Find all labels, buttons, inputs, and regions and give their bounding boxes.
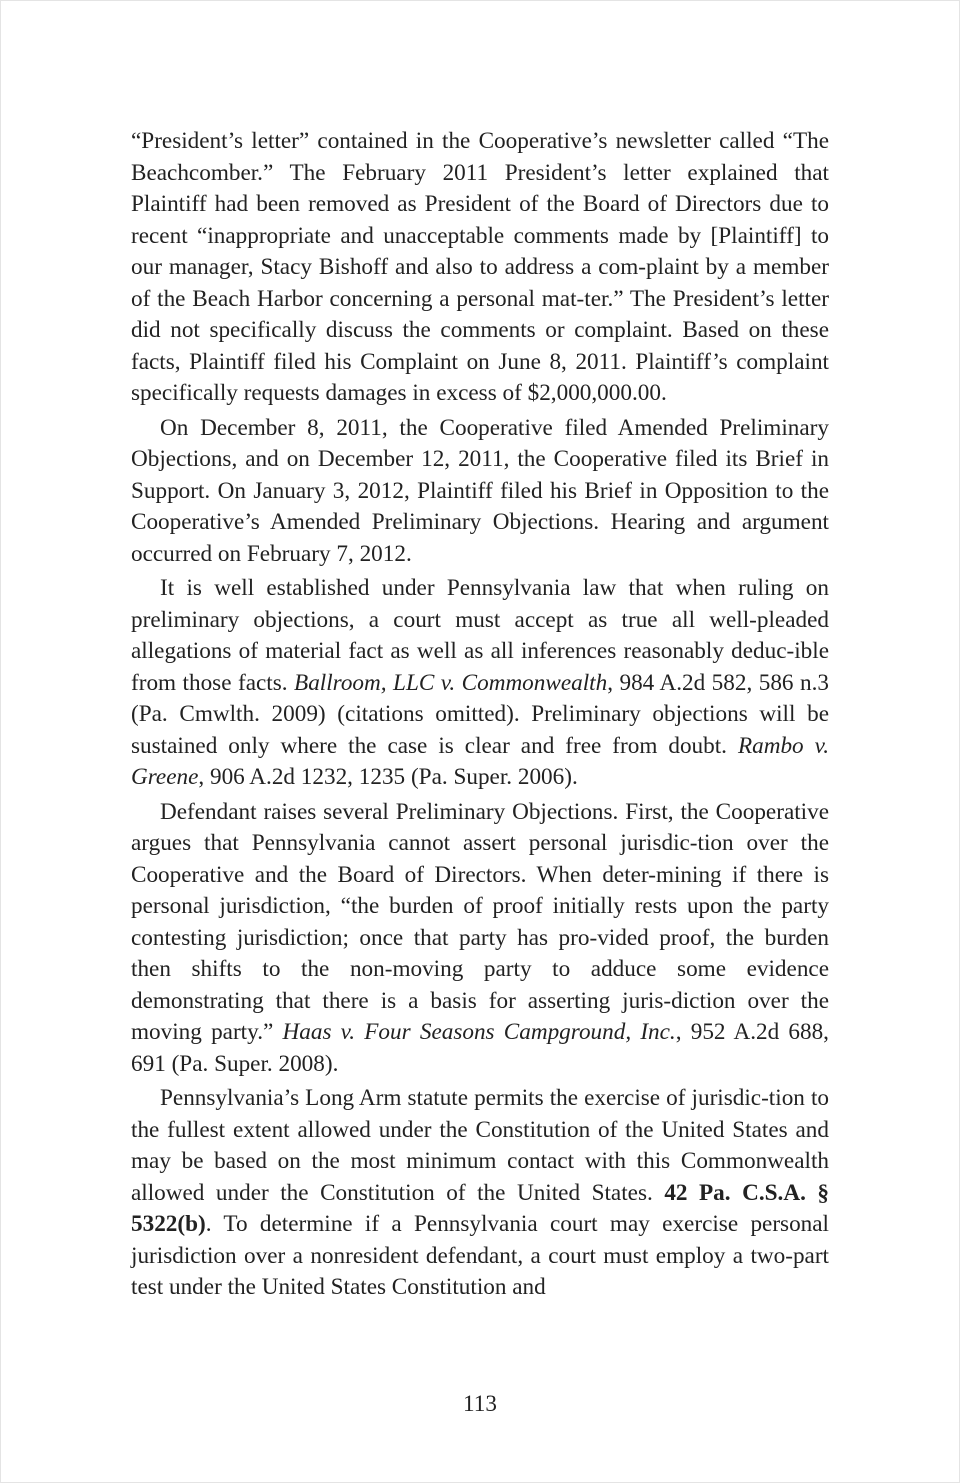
document-body [131,126,829,1307]
paragraph-president-letter [131,126,829,410]
paragraph-text: , 906 A.2d 1232, 1235 (Pa. Super. 2006). [198,764,578,790]
paragraph-text: , 952 A.2d 688, 691 (Pa. Super. 2008). [131,1019,829,1077]
case-citation-haas: Haas v. Four Seasons Campground, Inc. [282,1019,676,1045]
paragraph-text: It is well established under Pennsylvania law that when ruling on preliminary objections, a court must accept as true all well-pleaded allegations of material fact as well as all inferences reasonably deduc-ible from those facts. [131,575,829,696]
paragraph-procedural-history [131,413,829,571]
page-number: 113 [463,1391,497,1417]
paragraph-text: , 984 A.2d 582, 586 n.3 (Pa. Cmwlth. 2009) (citations omitted). Preliminary objections will be sustained only where the case is clear and free from doubt. [131,669,829,759]
paragraph-personal-jurisdiction [131,797,829,1081]
case-citation-rambo: Rambo v. Greene [131,732,829,790]
paragraph-standard-of-review [131,573,829,794]
paragraph-text: Defendant raises several Preliminary Objections. First, the Cooperative argues that Pennsylvania cannot assert personal jurisdic-tion over the Cooperative and the Board of Directors. When deter-mining if there is personal jurisdiction, “the burden of proof initially rests upon the party contesting jurisdiction; once that party has pro-vided proof, the burden then shifts to the non-moving party to adduce some evidence demonstrating that there is a basis for asserting juris-diction over the moving party.” [131,798,829,1045]
statute-citation: 42 Pa. C.S.A. § 5322(b) [131,1179,829,1237]
paragraph-text: On December 8, 2011, the Cooperative filed Amended Preliminary Objections, and on December 12, 2011, the Cooperative filed its Brief in Support. On January 3, 2012, Plaintiff filed his Brief in Opposition to the Cooperative’s Amended Preliminary Objections. Hearing and argument occurred on February 7, 2012. [131,414,829,567]
paragraph-text: Pennsylvania’s Long Arm statute permits the exercise of jurisdic-tion to the fullest extent allowed under the Constitution of the United States and may be based on the most minimum contact with this Commonwealth allowed under the Constitution of the United States. [131,1085,829,1206]
paragraph-text: . To determine if a Pennsylvania court may exercise personal jurisdiction over a nonresident defendant, a court must employ a two-part test under the United States Constitution and [131,1211,829,1300]
paragraph-long-arm-statute [131,1083,829,1304]
case-citation-ballroom: Ballroom, LLC v. Commonwealth [294,669,608,696]
paragraph-text: “President’s letter” contained in the Cooperative’s newsletter called “The Beachcomber.” The February 2011 President’s letter explained that Plaintiff had been removed as President of the Board of Directors due to recent “inappropriate and unacceptable comments made by [Plaintiff] to our manager, Stacy Bishoff and also to address a com-plaint by a member of the Beach Harbor concerning a personal mat-ter.” The President’s letter did not specifically discuss the comments or complaint. Based on these facts, Plaintiff filed his Complaint on June 8, 2011. Plaintiff’s complaint specifically requests damages in excess of $2,000,000.00. [131,128,829,406]
